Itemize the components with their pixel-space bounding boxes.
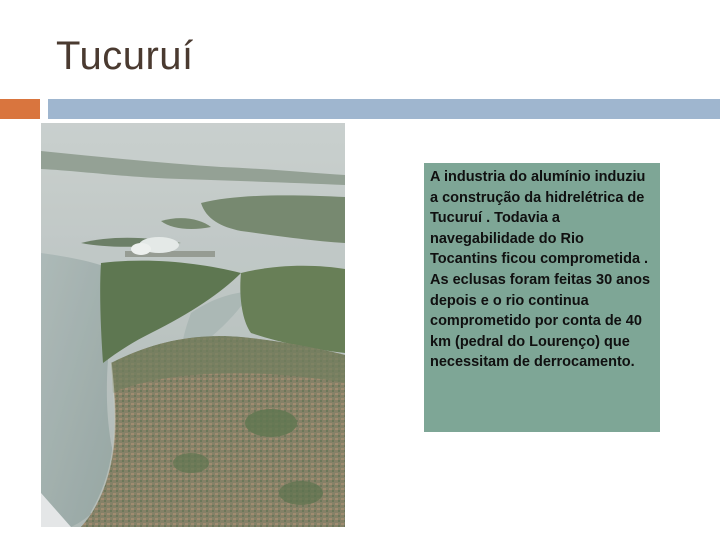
title-rule-bar — [48, 99, 720, 119]
slide-title: Tucuruí — [56, 34, 194, 78]
text-box — [424, 163, 660, 432]
body-text: A industria do alumínio induziu a construção da hidrelétrica de Tucuruí . Todavia a navegabilidade do Rio Tocantins ficou comprometida . As eclusas foram feitas 30 anos depois e o rio continua comprometido por conta de 40 km (pedral do Lourenço) que necessitam de derrocamento. — [430, 169, 651, 371]
aerial-photo — [41, 123, 345, 527]
title-accent-bar — [0, 99, 40, 119]
